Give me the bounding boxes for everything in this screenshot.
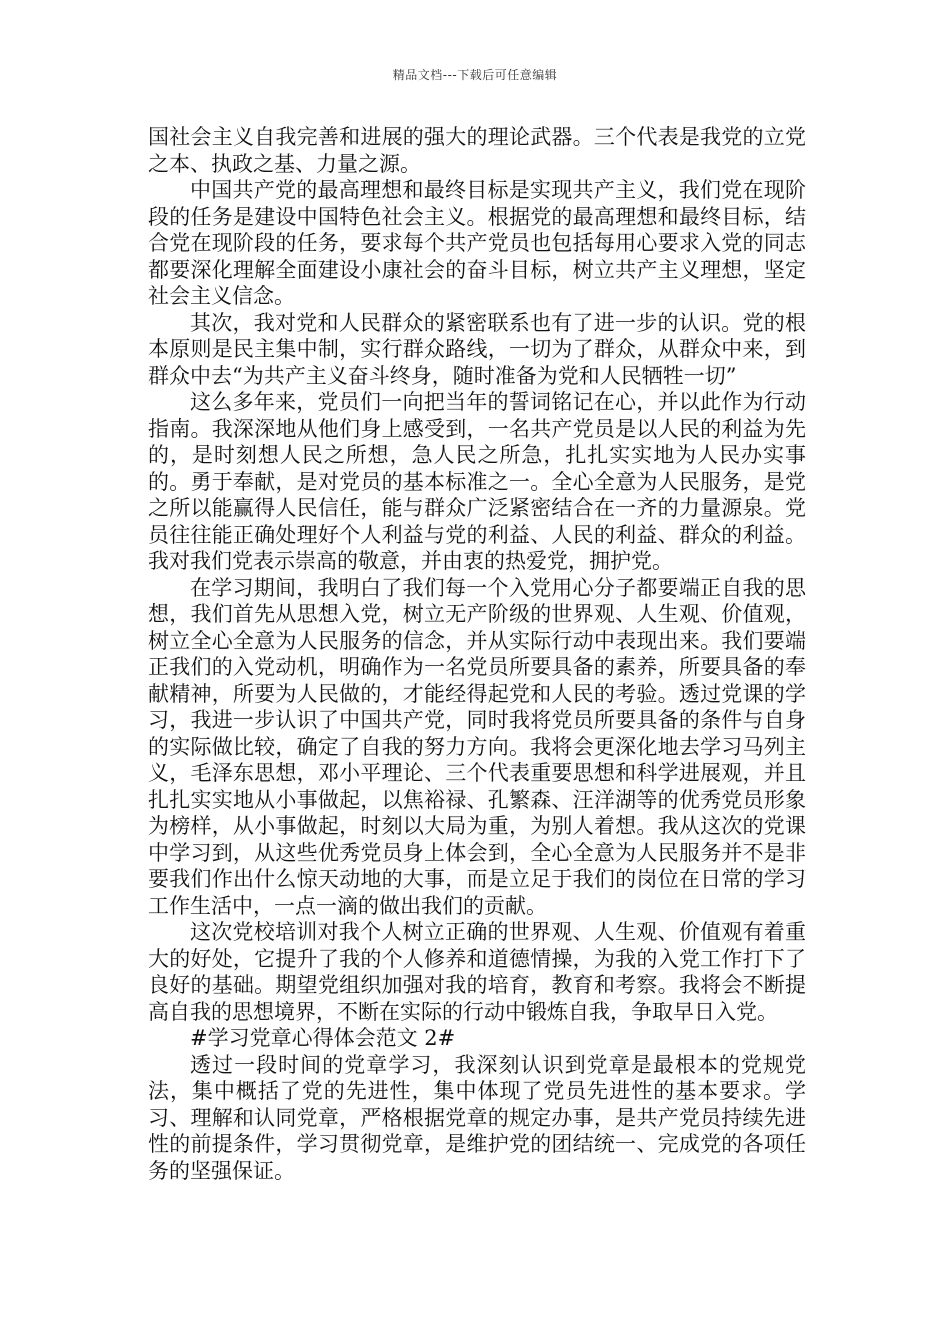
- paragraph-2: 中国共产党的最高理想和最终目标是实现共产主义，我们党在现阶段的任务是建设中国特色社会主义。根据党的最高理想和最终目标，结合党在现阶段的任务，要求每个共产党员也包括每用心要求入党的同志都要深化理解全面建设小康社会的奋斗目标，树立共产主义理想，坚定社会主义信念。: [148, 178, 806, 308]
- paragraph-7: 透过一段时间的党章学习，我深刻认识到党章是最根本的党规党法，集中概括了党的先进性，集中体现了党员先进性的基本要求。学习、理解和认同党章，严格根据党章的规定办事，是共产党员持续先进性的前提条件，学习贯彻党章，是维护党的团结统一、完成党的各项任务的坚强保证。: [148, 1052, 806, 1183]
- paragraph-4: 这么多年来，党员们一向把当年的誓词铭记在心，并以此作为行动指南。我深深地从他们身上感受到，一名共产党员是以人民的利益为先的，是时刻想人民之所想，急人民之所急，扎扎实实地为人民办实事的。勇于奉献，是对党员的基本标准之一。全心全意为人民服务，是党之所以能赢得人民信任，能与群众广泛紧密结合在一齐的力量源泉。党员往往能正确处理好个人利益与党的利益、人民的利益、群众的利益。我对我们党表示崇高的敬意，并由衷的热爱党，拥护党。: [148, 390, 806, 573]
- page-header: 精品文档---下载后可任意编辑: [392, 68, 558, 82]
- paragraph-1: 国社会主义自我完善和进展的强大的理论武器。三个代表是我党的立党之本、执政之基、力量之源。: [148, 125, 806, 176]
- paragraph-3: 其次，我对党和人民群众的紧密联系也有了进一步的认识。党的根本原则是民主集中制，实行群众路线，一切为了群众，从群众中来，到群众中去“为共产主义奋斗终身，随时准备为党和人民牺牲一切”: [148, 310, 806, 388]
- document-body: [148, 124, 806, 1184]
- paragraph-5: 在学习期间，我明白了我们每一个入党用心分子都要端正自我的思想，我们首先从思想入党，树立无产阶级的世界观、人生观、价值观，树立全心全意为人民服务的信念，并从实际行动中表现出来。我们要端正我们的入党动机，明确作为一名党员所要具备的素养，所要具备的奉献精神，所要为人民做的，才能经得起党和人民的考验。透过党课的学习，我进一步认识了中国共产党，同时我将党员所要具备的条件与自身的实际做比较，确定了自我的努力方向。我将会更深化地去学习马列主义，毛泽东思想，邓小平理论、三个代表重要思想和科学进展观，并且扎扎实实地从小事做起，以焦裕禄、孔繁森、汪洋湖等的优秀党员形象为榜样，从小事做起，时刻以大局为重，为别人着想。我从这次的党课中学习到，从这些优秀党员身上体会到，全心全意为人民服务并不是非要我们作出什么惊天动地的大事，而是立足于我们的岗位在日常的学习工作生活中，一点一滴的做出我们的贡献。: [148, 575, 806, 918]
- section-heading: #学习党章心得体会范文 2#: [190, 1026, 456, 1050]
- paragraph-6: 这次党校培训对我个人树立正确的世界观、人生观、价值观有着重大的好处，它提升了我的个人修养和道德情操，为我的入党工作打下了良好的基础。期望党组织加强对我的培育，教育和考察。我将会不断提高自我的思想境界，不断在实际的行动中锻炼自我，争取早日入党。: [148, 920, 806, 1024]
